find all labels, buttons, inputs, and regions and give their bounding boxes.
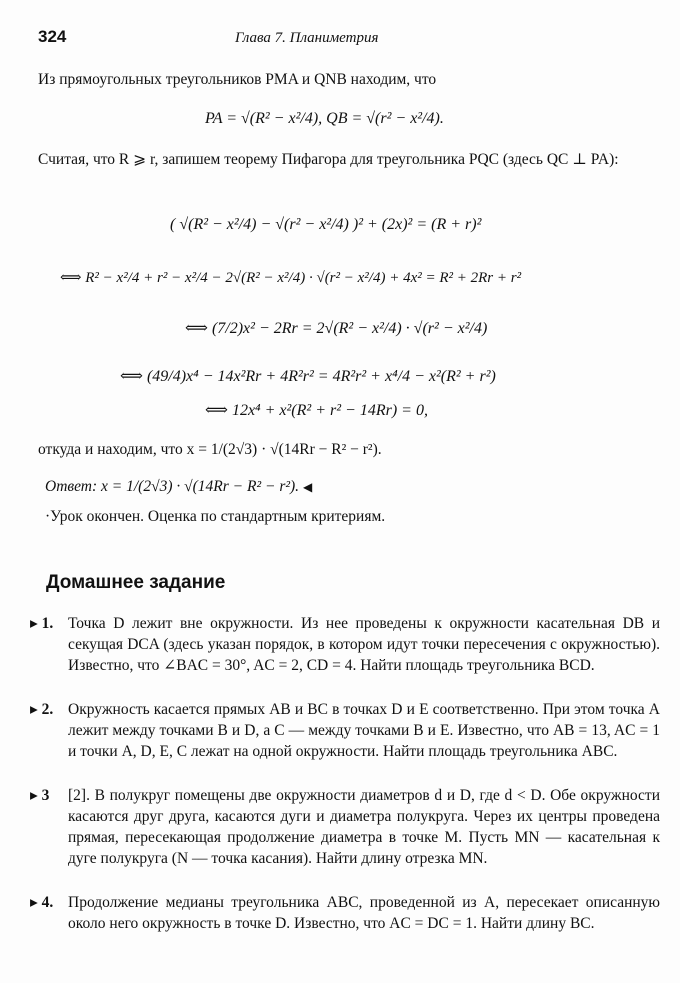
homework-item [30,786,660,870]
equation-2: ⟺ R² − x²/4 + r² − x²/4 − 2√(R² − x²/4) · √(r² − x²/4) + 4x² = R² + 2Rr + r² [60,270,522,286]
item-marker: ▸ 1. [30,615,54,632]
homework-title: Домашнее задание [46,572,226,593]
equation-4: ⟺ (49/4)x⁴ − 14x²Rr + 4R²r² = 4R²r² + x⁴/4 − x²(R² + r²) [120,368,496,385]
item-text: Окружность касается прямых AB и BC в точках D и E соответственно. При этом точка A лежит между точками B и D, а C — между точками B и E. Известно, что AB = 13, AC = 1 и точки A, D, E, C лежат на одной окружности. Найти площадь треугольника ABC. [68,701,660,760]
lesson-end-note: ·Урок окончен. Оценка по стандартным критериям. [45,508,386,525]
item-text: Точка D лежит вне окружности. Из нее проведены к окружности касательная DB и секущая DCA (здесь указан порядок, в котором идут точки пересечения с окружностью). Известно, что ∠BAC = 30°, AC = 2, CD = 4. Найти площадь треугольника BCD. [68,615,660,674]
homework-item [30,893,660,935]
solution-result: откуда и находим, что x = 1/(2√3) · √(14Rr − R² − r²). [38,441,382,458]
running-title: Глава 7. Планиметрия [235,30,379,46]
pythagoras-intro: Считая, что R ⩾ r, запишем теорему Пифагора для треугольника PQC (здесь QC ⊥ PA): [38,151,619,168]
answer-line [45,477,312,498]
homework-item [30,614,660,677]
item-marker: ▸ 4. [30,894,54,911]
item-text: Продолжение медианы треугольника ABC, проведенной из A, пересекает описанную около него окружность в точке D. Известно, что AC = DC = 1. Найти длину BC. [68,894,660,932]
item-marker: ▸ 2. [30,701,54,718]
solution-intro: Из прямоугольных треугольников PMA и QNB находим, что [38,71,437,88]
end-of-solution-icon: ◀ [302,480,313,494]
formula-pa-qb: PA = √(R² − x²/4), QB = √(r² − x²/4). [205,110,444,127]
answer-label: Ответ: [45,478,98,495]
answer-value: x = 1/(2√3) · √(14Rr − R² − r²). [101,478,300,495]
homework-item [30,700,660,763]
item-marker: ▸ 3 [30,787,50,804]
item-text: [2]. В полукруг помещены две окружности диаметров d и D, где d < D. Обе окружности касаются друг друга, касаются дуги и диаметра полукруга. Через их центры проведена прямая, пересекающая продолжение диаметра в точке M. Пусть MN — касательная к дуге полукруга (N — точка касания). Найти длину отрезка MN. [68,787,660,867]
equation-5: ⟺ 12x⁴ + x²(R² + r² − 14Rr) = 0, [205,402,428,419]
equation-1: ( √(R² − x²/4) − √(r² − x²/4) )² + (2x)² = (R + r)² [170,216,482,233]
page-number: 324 [38,27,67,46]
equation-3: ⟺ (7/2)x² − 2Rr = 2√(R² − x²/4) · √(r² − x²/4) [185,320,488,337]
